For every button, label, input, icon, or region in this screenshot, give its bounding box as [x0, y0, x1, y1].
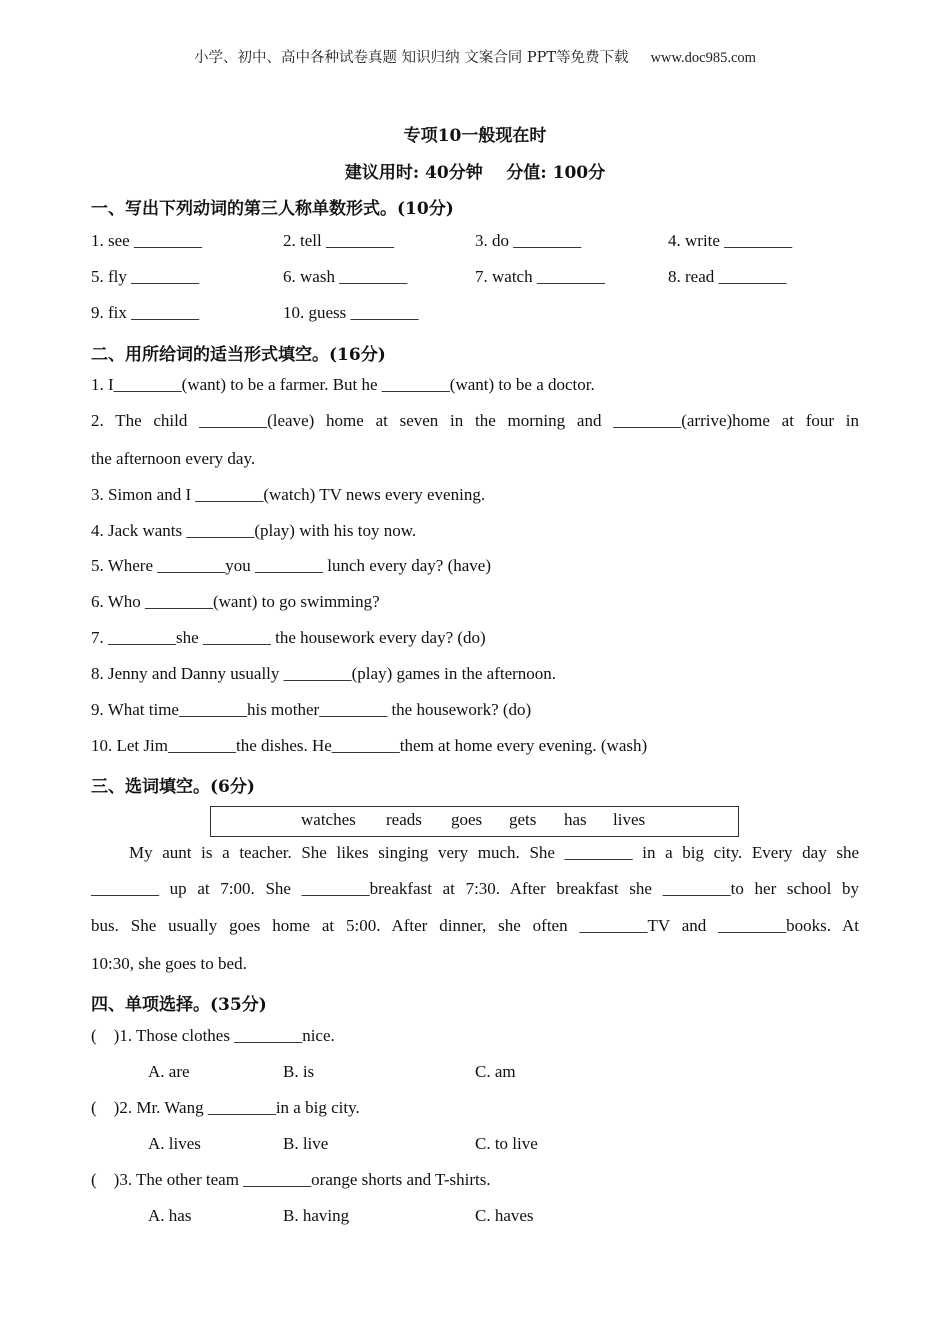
question-option: B. is [283, 1062, 315, 1081]
part2-line: 7. ________she ________ the housework every day? (do) [91, 628, 486, 647]
passage-line: My aunt is a teacher. She likes singing very much. She ________ in a big city. Every day she [129, 843, 859, 862]
part2-line: 8. Jenny and Danny usually ________(play) games in the afternoon. [91, 664, 557, 683]
part1-item: 3. do ________ [475, 231, 582, 250]
passage-line: ________ up at 7:00. She ________breakfast at 7:30. After breakfast she ________to her school by [91, 879, 859, 898]
part2-line: 4. Jack wants ________(play) with his toy now. [91, 521, 417, 540]
worksheet-subtitle: 建议用时: 40分钟 分值: 100分 [344, 163, 606, 183]
word-bank-word: reads [386, 810, 422, 829]
question-option: A. are [148, 1062, 190, 1081]
passage-line: bus. She usually goes home at 5:00. After dinner, she often ________TV and ________books. At [91, 916, 859, 935]
part2-line: 5. Where ________you ________ lunch every day? (have) [91, 556, 492, 575]
part2-line: the afternoon every day. [91, 449, 256, 468]
part2-line: 2. The child ________(leave) home at seven in the morning and ________(arrive)home at four in [91, 411, 859, 430]
word-bank-box [210, 806, 739, 837]
part2-line: 1. I________(want) to be a farmer. But he ________(want) to be a doctor. [91, 375, 595, 394]
question-option: A. has [148, 1206, 192, 1225]
part1-item: 7. watch ________ [475, 267, 605, 286]
header-text: 小学、初中、高中各种试卷真题 知识归纳 文案合同 PPT等免费下载 [194, 50, 629, 66]
question-stem: ( )3. The other team ________orange shorts and T-shirts. [91, 1170, 491, 1189]
question-stem: ( )1. Those clothes ________nice. [91, 1026, 335, 1045]
question-stem: ( )2. Mr. Wang ________in a big city. [91, 1098, 360, 1117]
part2-line: 9. What time________his mother________ the housework? (do) [91, 700, 532, 719]
part2-heading: 二、用所给词的适当形式填空。(16分) [91, 345, 386, 365]
part1-item: 6. wash ________ [283, 267, 408, 286]
word-bank-word: lives [613, 810, 646, 829]
word-bank-word: has [564, 810, 587, 829]
question-option: B. having [283, 1206, 350, 1225]
question-option: B. live [283, 1134, 329, 1153]
question-option: C. haves [475, 1206, 534, 1225]
page-header [0, 46, 950, 67]
word-bank-word: gets [509, 810, 537, 829]
question-option: C. to live [475, 1134, 538, 1153]
part1-item: 5. fly ________ [91, 267, 200, 286]
word-bank-word: watches [301, 810, 356, 829]
passage-line: 10:30, she goes to bed. [91, 954, 247, 973]
worksheet-title: 专项10一般现在时 [403, 126, 547, 146]
part4-heading: 四、单项选择。(35分) [91, 995, 267, 1015]
question-option: A. lives [148, 1134, 201, 1153]
part3-heading: 三、选词填空。(6分) [91, 777, 255, 797]
part1-item: 4. write ________ [668, 231, 793, 250]
part1-item: 10. guess ________ [283, 303, 419, 322]
part2-line: 6. Who ________(want) to go swimming? [91, 592, 380, 611]
part1-heading: 一、写出下列动词的第三人称单数形式。(10分) [91, 199, 454, 219]
part1-item: 2. tell ________ [283, 231, 394, 250]
part2-line: 10. Let Jim________the dishes. He________them at home every evening. (wash) [91, 736, 648, 755]
word-bank-word: goes [451, 810, 483, 829]
header-url: www.doc985.com [650, 50, 756, 66]
question-option: C. am [475, 1062, 516, 1081]
part1-item: 9. fix ________ [91, 303, 200, 322]
part1-item: 1. see ________ [91, 231, 202, 250]
part1-item: 8. read ________ [668, 267, 787, 286]
part2-line: 3. Simon and I ________(watch) TV news every evening. [91, 485, 486, 504]
